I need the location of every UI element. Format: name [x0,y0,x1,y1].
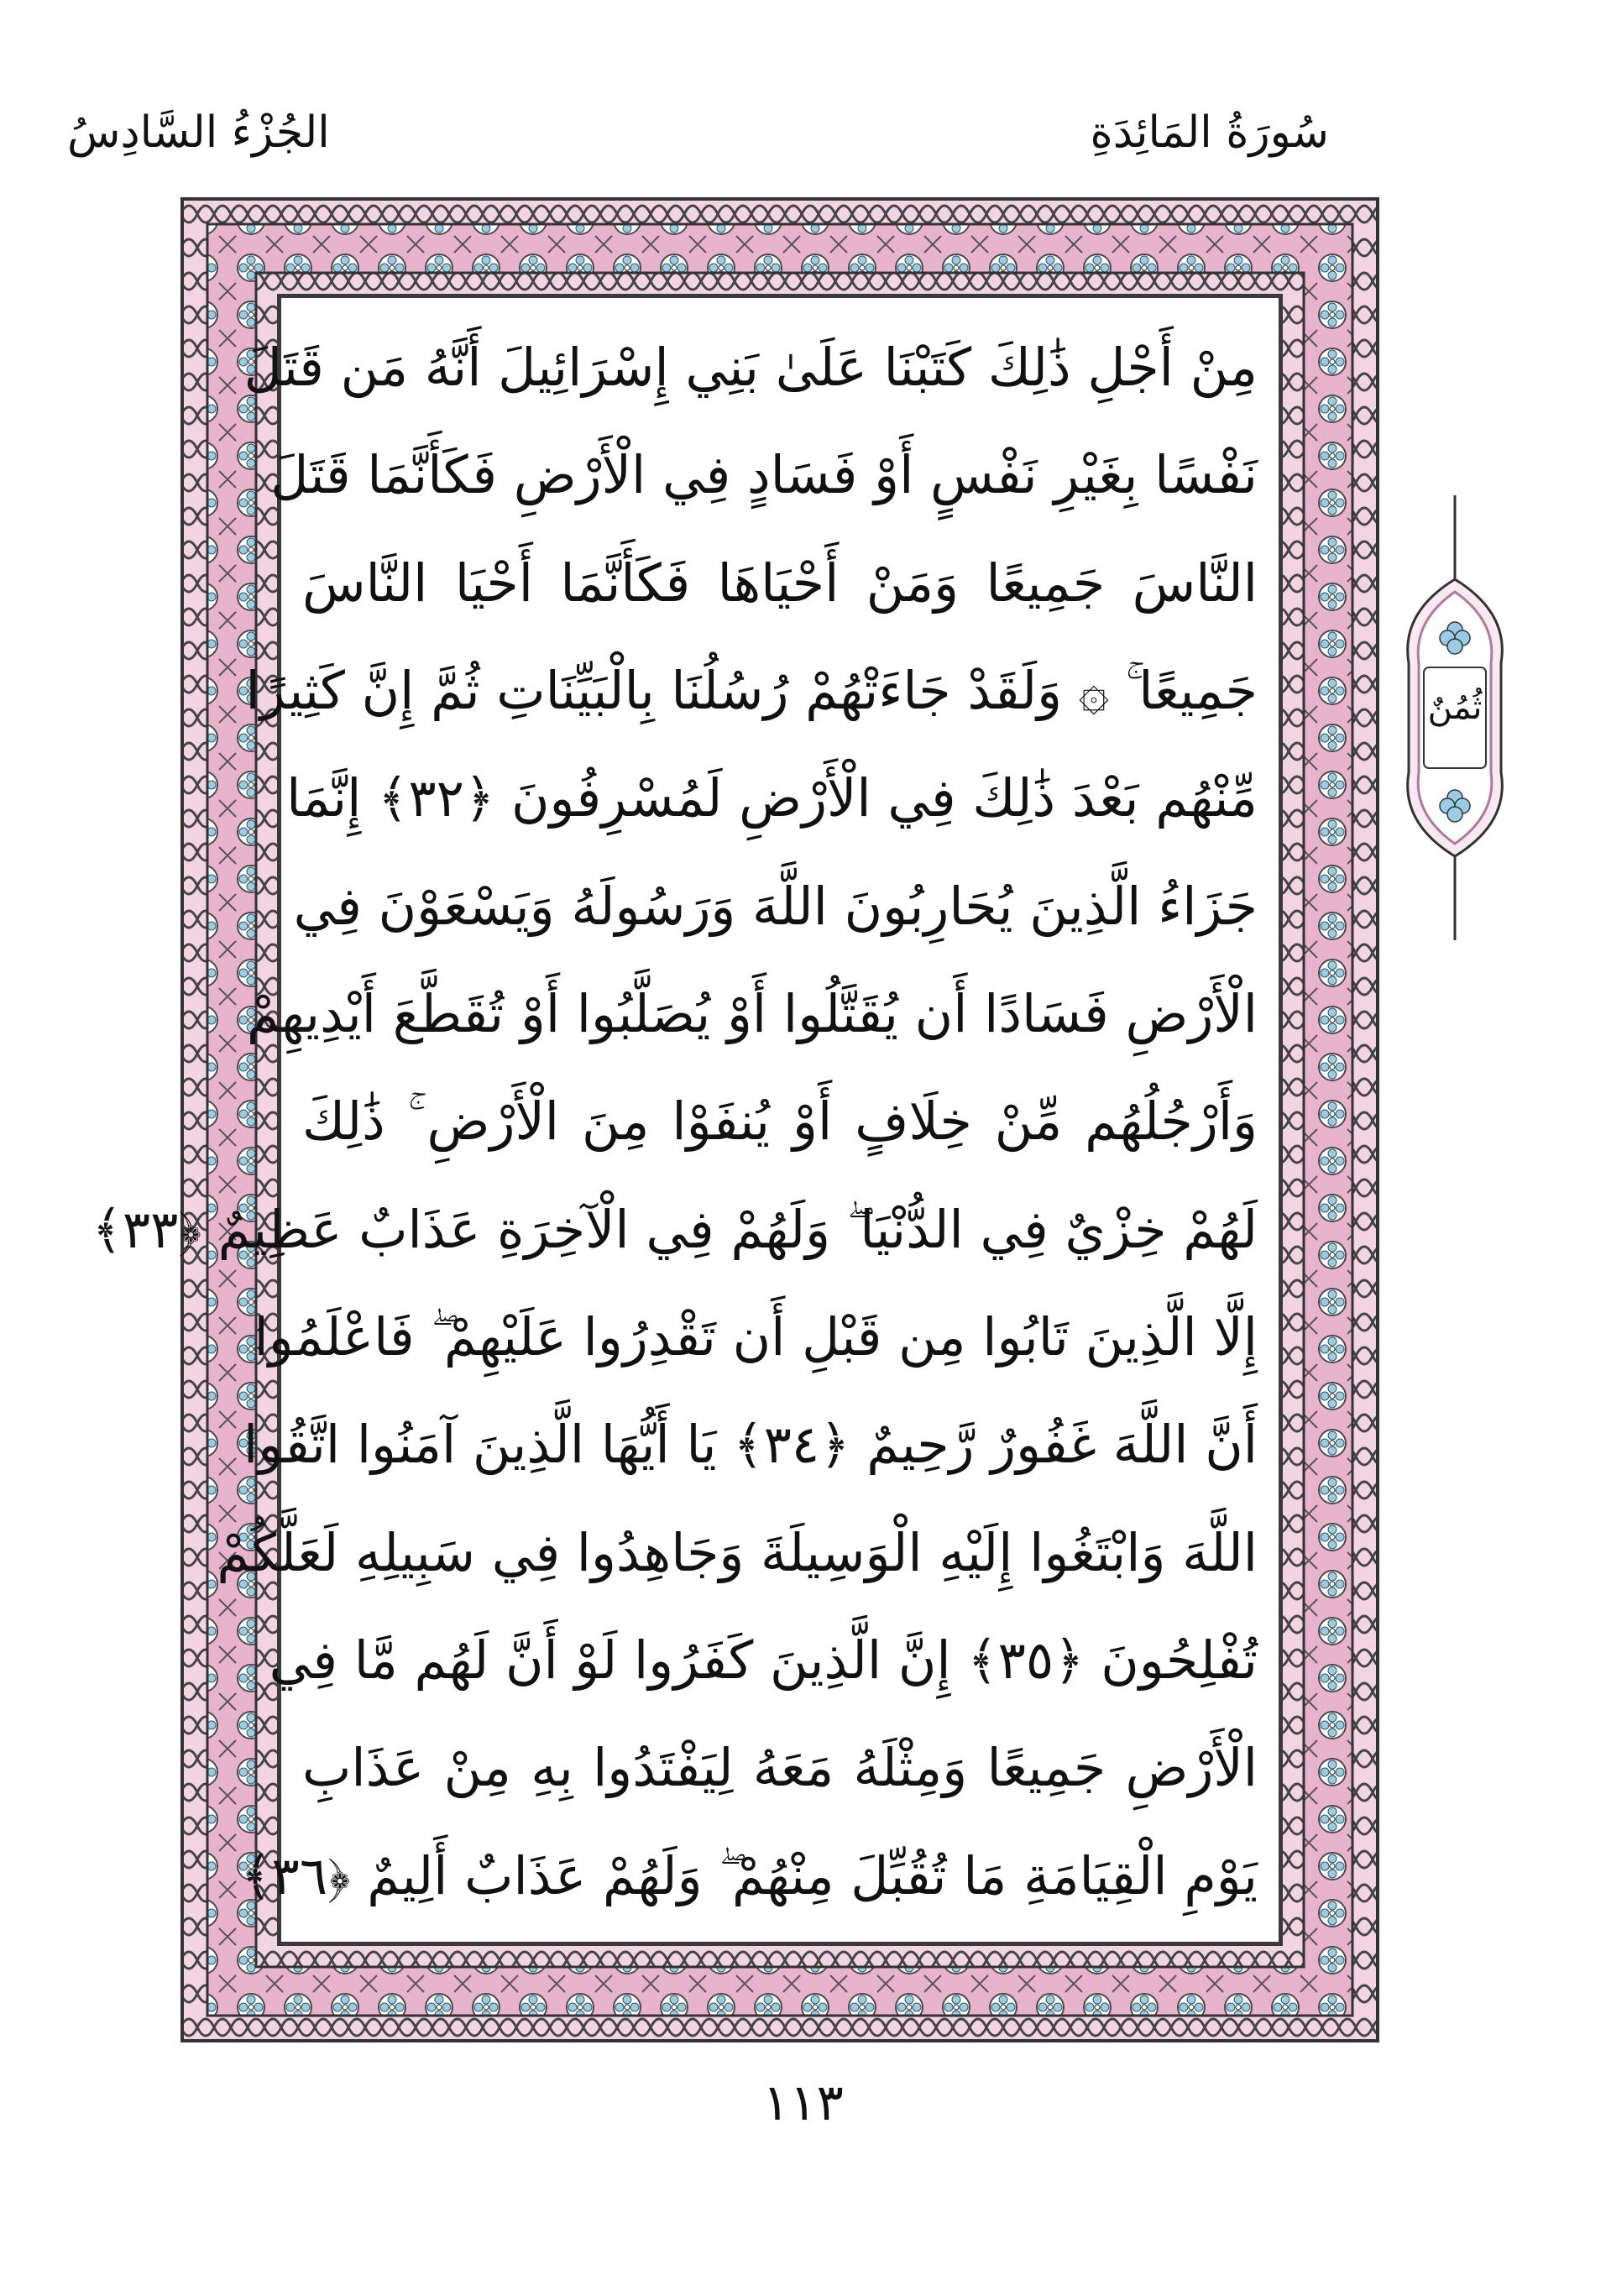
verse-line: الْأَرْضِ فَسَادًا أَن يُقَتَّلُوا أَوْ يُصَلَّبُوا أَوْ تُقَطَّعَ أَيْدِيهِمْ [246,983,1258,1045]
verse-line: جَمِيعًا ۚ ۞ وَلَقَدْ جَاءَتْهُمْ رُسُلُنَا بِالْبَيِّنَاتِ ثُمَّ إِنَّ كَثِيرًا [245,660,1258,722]
verse-line: نَفْسًا بِغَيْرِ نَفْسٍ أَوْ فَسَادٍ فِي الْأَرْضِ فَكَأَنَّمَا قَتَلَ [270,444,1258,506]
verse-line: وَأَرْجُلُهُم مِّنْ خِلَافٍ أَوْ يُنفَوْا مِنَ الْأَرْضِ ۚ ذَٰلِكَ [302,1090,1258,1153]
verse-line: لَهُمْ خِزْيٌ فِي الدُّنْيَا ۖ وَلَهُمْ فِي الْآخِرَةِ عَذَابٌ عَظِيمٌ ﴿٣٣﴾ [92,1198,1258,1260]
verse-line: مِنْ أَجْلِ ذَٰلِكَ كَتَبْنَا عَلَىٰ بَنِي إِسْرَائِيلَ أَنَّهُ مَن قَتَلَ [243,337,1258,398]
verse-line: النَّاسَ جَمِيعًا وَمَنْ أَحْيَاهَا فَكَأَنَّمَا أَحْيَا النَّاسَ [302,552,1258,614]
verse-line: مِّنْهُم بَعْدَ ذَٰلِكَ فِي الْأَرْضِ لَمُسْرِفُونَ ﴿٣٢﴾ إِنَّمَا [286,767,1258,829]
verse-line: إِلَّا الَّذِينَ تَابُوا مِن قَبْلِ أَن تَقْدِرُوا عَلَيْهِمْ ۖ فَاعْلَمُوا [254,1306,1258,1368]
verse-line: جَزَاءُ الَّذِينَ يُحَارِبُونَ اللَّهَ وَرَسُولَهُ وَيَسْعَوْنَ فِي [293,875,1258,937]
page-number: ١١٣ [762,2074,844,2132]
verse-line: الْأَرْضِ جَمِيعًا وَمِثْلَهُ مَعَهُ لِيَفْتَدُوا بِهِ مِنْ عَذَابِ [302,1737,1258,1799]
verse-line: يَوْمِ الْقِيَامَةِ مَا تُقُبِّلَ مِنْهُمْ ۖ وَلَهُمْ عَذَابٌ أَلِيمٌ ﴿٣٦﴾ [241,1844,1258,1906]
juz-title: الجُزْءُ السَّادِسُ [67,107,330,158]
verse-panel [92,294,1283,1946]
verse-line: اللَّهَ وَابْتَغُوا إِلَيْهِ الْوَسِيلَةَ وَجَاهِدُوا فِي سَبِيلِهِ لَعَلَّكُمْ [217,1521,1258,1583]
verse-line: أَنَّ اللَّهَ غَفُورٌ رَّحِيمٌ ﴿٣٤﴾ يَا أَيُّهَا الَّذِينَ آمَنُوا اتَّقُوا [243,1414,1258,1476]
verse-lines [92,327,1258,1917]
surah-title: سُورَةُ المَائِدَةِ [1090,107,1329,158]
verse-line: تُفْلِحُونَ ﴿٣٥﴾ إِنَّ الَّذِينَ كَفَرُوا لَوْ أَنَّ لَهُم مَّا فِي [269,1629,1258,1692]
hizb-label: ثُمُنٌ [1427,688,1483,727]
